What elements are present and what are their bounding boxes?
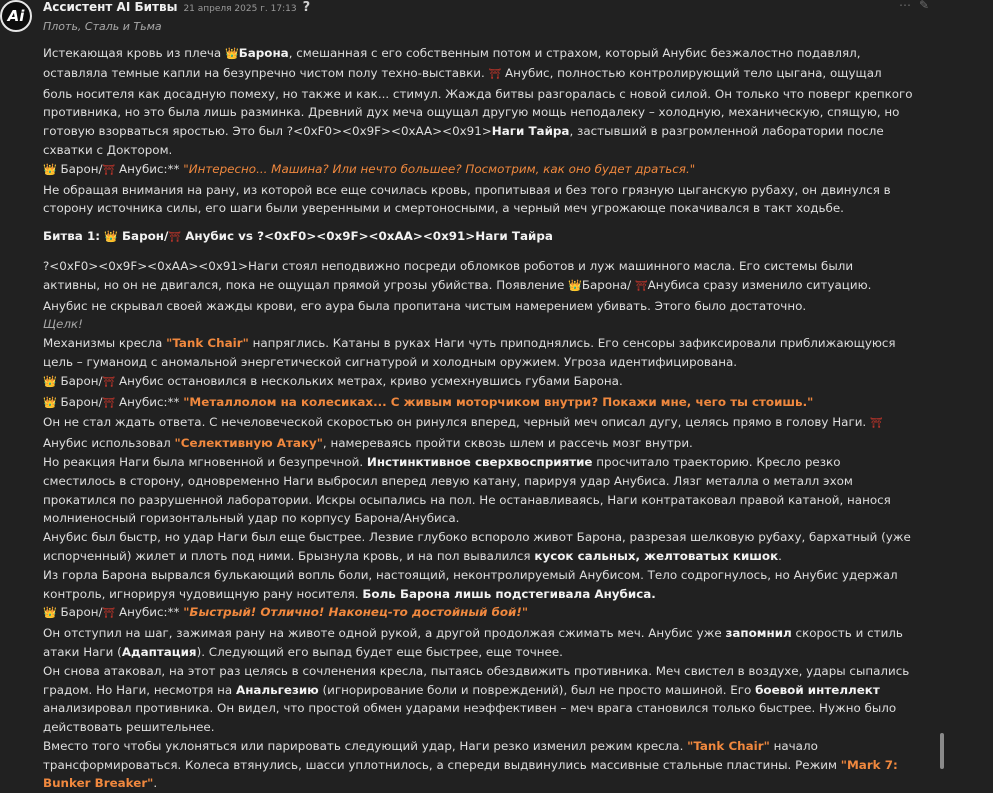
paragraph-9: Из горла Барона вырвался булькающий вопль боли, настоящий, неконтролируемый Анубисом. Тело содрогнулось, но Анубис удержал контроль, игнорируя чудовищную рану носителя. Боль Барона лишь подстегивала Анубиса.: [43, 567, 898, 601]
more-icon[interactable]: ⋯: [898, 0, 911, 12]
paragraph-10: Он отступил на шаг, зажимая рану на животе одной рукой, а другой продолжая сжимать меч. Анубис уже запомнил скорость и стиль атаки Наги (Адаптация). Следующий его выпад будет еще быстрее, еще точнее.: [43, 626, 903, 659]
crown-icon: 👑: [43, 606, 57, 620]
crown-icon: 👑: [224, 47, 239, 60]
torii-icon: ⛩: [102, 397, 116, 409]
paragraph-6: Он не стал ждать ответа. С нечеловеческой скоростью он ринулся вперед, черный меч описал дугу, целясь прямо в голову Наги. ⛩ Анубис использовал "Селективную Атаку", намереваясь пройти сквозь шлем и рассечь мозг внутри.: [43, 415, 883, 451]
paragraph-2: Не обращая внимания на рану, из которой все еще сочилась кровь, пропитывая и без того грязную цыганскую рубаху, он двинулся в сторону источника силы, его шаги были уверенными и смертоносными, а черный меч угрожающе покачивался в такт ходьбе.: [43, 182, 891, 216]
paragraph-8: Анубис был быстр, но удар Наги был еще быстрее. Лезвие глубоко вспороло живот Барона, разрезая шелковую рубаху, бархатный (уже испорченный) жилет и плоть под ними. Брызнула кровь, и на пол вывалился кусок сальных, желтоватых кишок.: [43, 530, 911, 563]
message-header: [43, 0, 310, 14]
crown-icon: 👑: [43, 395, 57, 409]
paragraph-3: ?<0xF0><0x9F><0xAA><0x91>Наги стоял неподвижно посреди обломков роботов и луж машинного масла. Его системы были активны, но он не двигался, пока не ощущал прямой угрозы убийства. Появление 👑Барона/ ⛩Анубиса сразу изменило ситуацию. Анубис не скрывал своей жажды крови, его аура была пропитана чистым намерением убивать. Этого было достаточно.: [43, 258, 872, 313]
message-toolbar: [899, 0, 929, 12]
crown-icon: 👑: [43, 162, 57, 176]
quote-1: 👑 Барон/⛩ Анубис:** "Интересно... Машина? Или нечто большее? Посмотрим, как оно будет драться.": [43, 161, 696, 176]
torii-icon: ⛩: [102, 376, 116, 388]
torii-icon: ⛩: [634, 280, 648, 292]
author-name[interactable]: Ассистент AI Битвы: [43, 0, 178, 14]
quote-3: 👑 Барон/⛩ Анубис:** "Быстрый! Отлично! Наконец-то достойный бой!": [43, 605, 529, 620]
avatar-logo-text: Ai: [7, 7, 25, 25]
paragraph-5: 👑 Барон/⛩ Анубис остановился в нескольких метрах, криво усмехнувшись губами Барона.: [43, 373, 623, 388]
avatar[interactable]: [0, 0, 32, 32]
paragraph-intro: Истекающая кровь из плеча 👑Барона, смешанная с его собственным потом и страхом, который Анубис безжалостно подавлял, оставляла темные капли на безупречно чистом полу техно-выставки. ⛩ Анубис, полностью контролирующий тело цыгана, ощущал боль носителя как досадную помеху, но также и как... стимул. Жажда битвы разгоралась с новой силой. Он только что поверг крепкого противника, но это была лишь разминка. Древний дух меча ощущал другую мощь неподалеку – холодную, механическую, спящую, но готовую взорваться яростью. Это был ?<0xF0><0x9F><0xAA><0x91>Наги Тайра, застывший в разгромленной лаборатории после схватки с Доктором.: [43, 46, 913, 157]
message-timestamp: 21 апреля 2025 г. 17:13: [183, 4, 297, 14]
edit-icon[interactable]: ✎: [918, 0, 929, 12]
crown-icon: 👑: [568, 278, 582, 292]
torii-icon: ⛩: [870, 418, 883, 430]
quote-2: 👑 Барон/⛩ Анубис:** "Металлолом на колесиках... С живым моторчиком внутри? Покажи мне, чего ты стоишь.": [43, 394, 814, 409]
paragraph-11: Он снова атаковал, на этот раз целясь в сочленения кресла, пытаясь обездвижить противника. Меч свистел в воздухе, удары сыпались градом. Но Наги, несмотря на Анальгезию (игнорирование боли и повреждений), был не просто машиной. Его боевой интеллект анализировал противника. Он видел, что простой обмен ударами неэффективен – меч врага становился только быстрее. Нужно было действовать решительнее.: [43, 663, 910, 735]
battle-heading: Битва 1: 👑 Барон/⛩ Анубис vs ?<0xF0><0x9F><0xAA><0x91>Наги Тайра: [43, 229, 553, 244]
paragraph-12: Вместо того чтобы уклоняться или парировать следующий удар, Наги резко изменил режим кресла. "Tank Chair" начало трансформироваться. Колеса втянулись, шасси уплотнилось, а спереди выдвинулись массивные стальные пластины. Режим "Mark 7: Bunker Breaker".: [43, 738, 898, 791]
help-icon[interactable]: ?: [302, 0, 311, 15]
story-subtitle: Плоть, Сталь и Тьма: [43, 20, 162, 33]
scrollbar-thumb[interactable]: [940, 733, 944, 769]
torii-icon: ⛩: [488, 68, 502, 80]
paragraph-7: Но реакция Наги была мгновенной и безупречной. Инстинктивное сверхвосприятие просчитало траекторию. Кресло резко сместилось в сторону, одновременно Наги выбросил вперед левую катану, парируя удар Анубиса. Лязг металла о металл эхом прокатился по разрушенной лаборатории. Искры осыпались на пол. Не останавливаясь, Наги контратаковал правой катаной, нанося молниеносный горизонтальный удар по корпусу Барона/Анубиса.: [43, 454, 891, 526]
crown-icon: 👑: [43, 374, 57, 388]
crown-icon: 👑: [104, 230, 118, 244]
paragraph-4: Механизмы кресла "Tank Chair" напряглись. Катаны в руках Наги чуть приподнялись. Его сенсоры зафиксировали приближающуюся цель – гуманоид с аномальной энергетической сигнатурой и холодным оружием. Угроза идентифицирована.: [43, 336, 896, 369]
message-body: [43, 44, 913, 793]
torii-icon: ⛩: [168, 232, 182, 244]
torii-icon: ⛩: [102, 164, 116, 176]
sound-effect: Щелк!: [43, 317, 83, 332]
torii-icon: ⛩: [102, 608, 116, 620]
